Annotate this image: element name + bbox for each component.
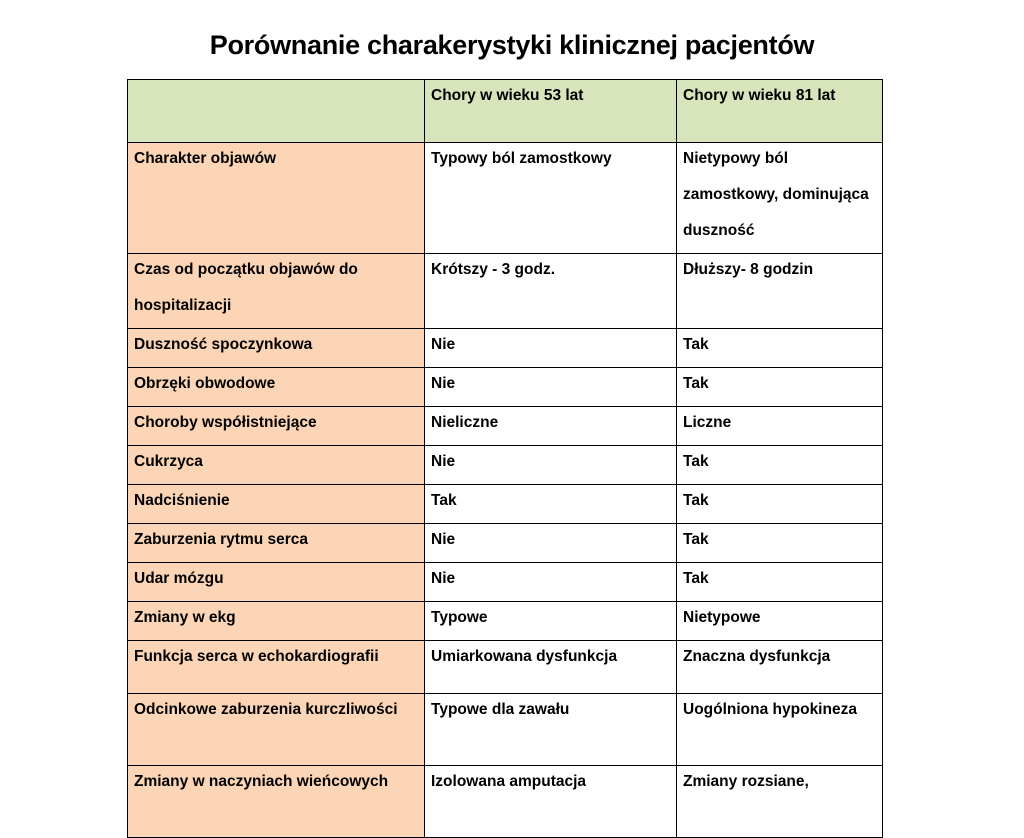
table-row [128,407,883,446]
value-cell-patient-53: Tak [425,485,677,524]
page-title: Porównanie charakerystyki klinicznej pacjentów [209,30,815,60]
comparison-table [127,79,883,838]
table-row [128,563,883,602]
header-cell-patient-81: Chory w wieku 81 lat [677,80,883,143]
header-cell-patient-53: Chory w wieku 53 lat [425,80,677,143]
row-label-cell: Czas od początku objawów do hospitalizacji [128,254,425,329]
value-cell-patient-81: Tak [677,368,883,407]
value-cell-patient-53: Nie [425,368,677,407]
value-cell-patient-81: Tak [677,446,883,485]
value-cell-patient-81: Nietypowy ból zamostkowy, dominująca duszność [677,143,883,254]
header-cell-empty [128,80,425,143]
table-row [128,524,883,563]
table-row [128,766,883,838]
value-cell-patient-81: Znaczna dysfunkcja [677,641,883,694]
value-cell-patient-53: Umiarkowana dysfunkcja [425,641,677,694]
table-row [128,602,883,641]
row-label-cell: Nadciśnienie [128,485,425,524]
row-label-cell: Udar mózgu [128,563,425,602]
value-cell-patient-81: Tak [677,485,883,524]
value-cell-patient-53: Nie [425,563,677,602]
value-cell-patient-53: Nie [425,329,677,368]
table-row [128,641,883,694]
table-row [128,143,883,254]
value-cell-patient-53: Krótszy - 3 godz. [425,254,677,329]
row-label-cell: Cukrzyca [128,446,425,485]
value-cell-patient-53: Izolowana amputacja [425,766,677,838]
table-row [128,254,883,329]
value-cell-patient-81: Tak [677,329,883,368]
table-row [128,485,883,524]
table-header-row [128,80,883,143]
value-cell-patient-81: Liczne [677,407,883,446]
value-cell-patient-81: Dłuższy- 8 godzin [677,254,883,329]
value-cell-patient-81: Tak [677,563,883,602]
value-cell-patient-53: Typowe dla zawału [425,694,677,766]
row-label-cell: Odcinkowe zaburzenia kurczliwości [128,694,425,766]
value-cell-patient-53: Nie [425,524,677,563]
value-cell-patient-81: Tak [677,524,883,563]
table-row [128,446,883,485]
value-cell-patient-53: Nieliczne [425,407,677,446]
row-label-cell: Funkcja serca w echokardiografii [128,641,425,694]
row-label-cell: Zaburzenia rytmu serca [128,524,425,563]
row-label-cell: Choroby współistniejące [128,407,425,446]
comparison-table-container [127,79,882,790]
value-cell-patient-81: Nietypowe [677,602,883,641]
value-cell-patient-53: Typowy ból zamostkowy [425,143,677,254]
table-row [128,329,883,368]
table-row [128,368,883,407]
table-row [128,694,883,766]
value-cell-patient-81: Zmiany rozsiane, [677,766,883,838]
value-cell-patient-53: Typowe [425,602,677,641]
value-cell-patient-53: Nie [425,446,677,485]
row-label-cell: Charakter objawów [128,143,425,254]
row-label-cell: Obrzęki obwodowe [128,368,425,407]
row-label-cell: Duszność spoczynkowa [128,329,425,368]
row-label-cell: Zmiany w naczyniach wieńcowych [128,766,425,838]
value-cell-patient-81: Uogólniona hypokineza [677,694,883,766]
row-label-cell: Zmiany w ekg [128,602,425,641]
